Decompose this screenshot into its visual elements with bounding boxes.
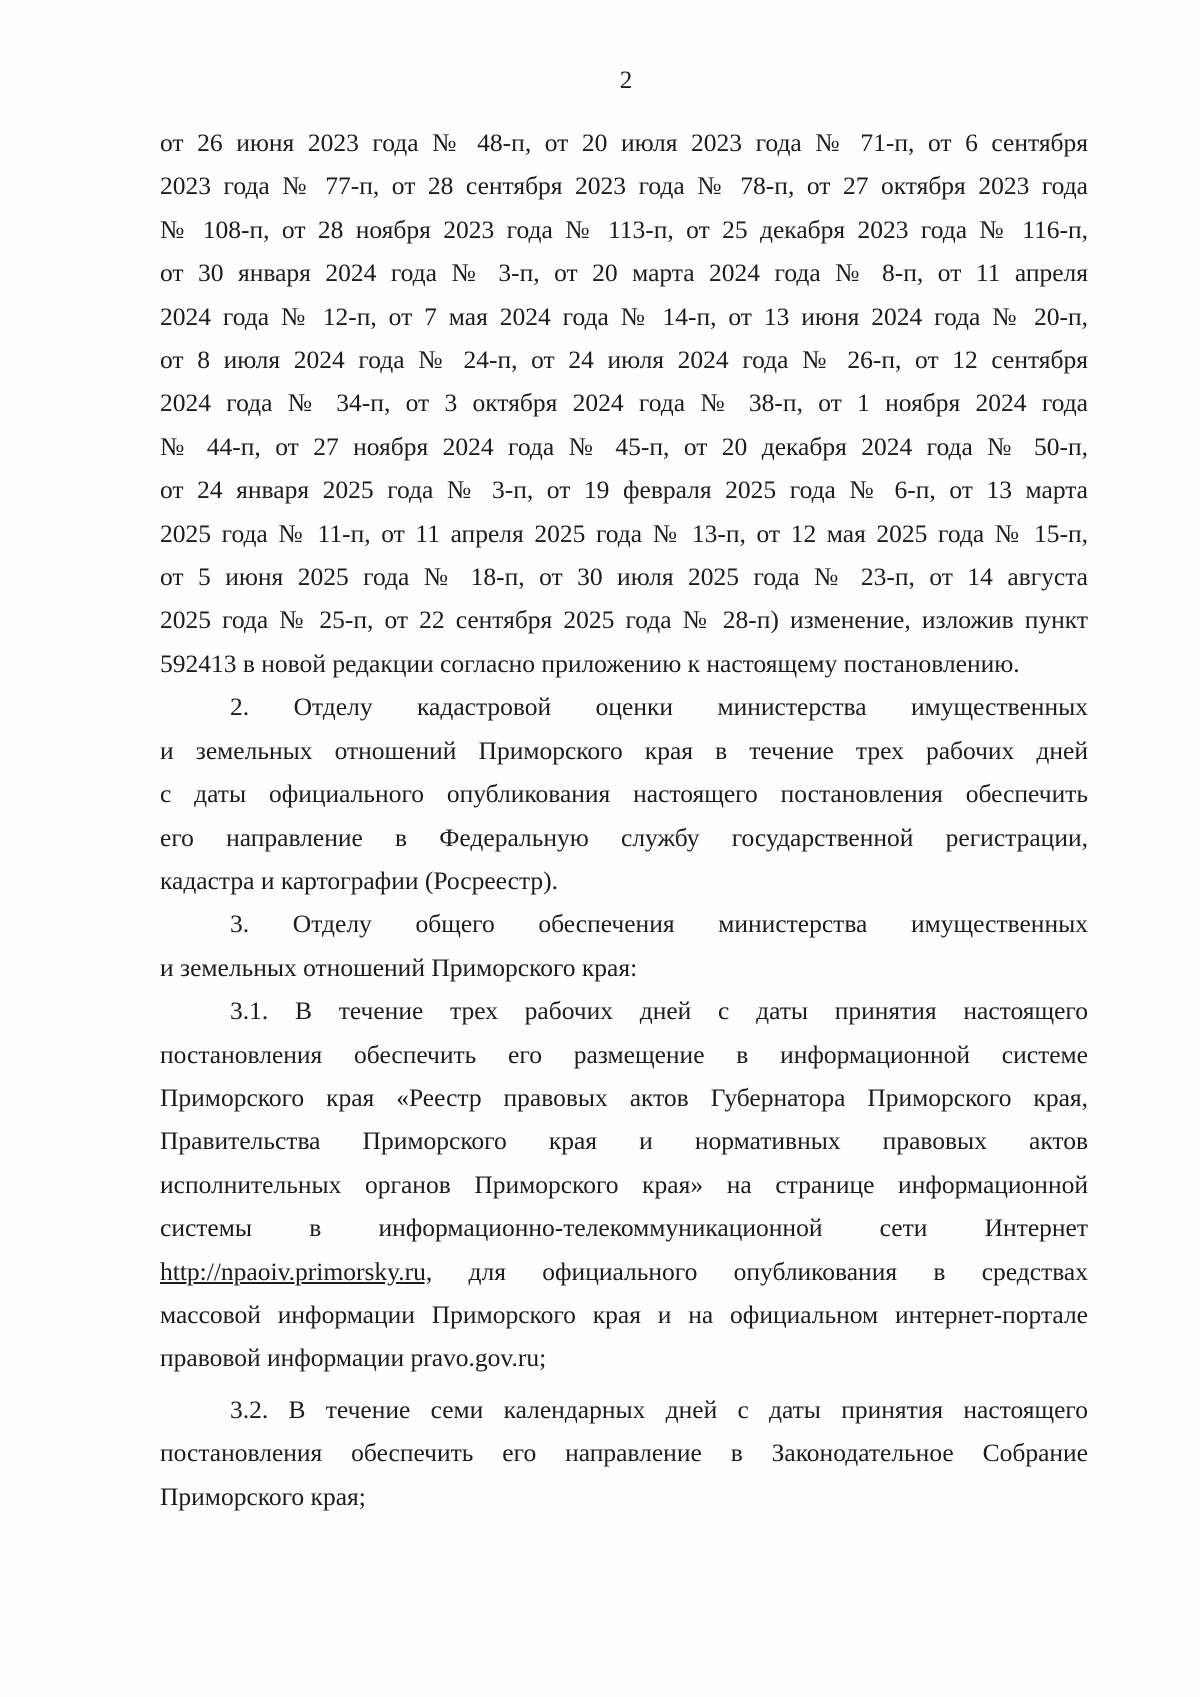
text-line: массовой информации Приморского края и на официальном интернет-портале xyxy=(160,1299,1088,1329)
text-line: постановления обеспечить его направление в Законодательное Собрание xyxy=(160,1438,1088,1468)
text-line: 3. Отделу общего обеспечения министерства имущественных xyxy=(230,909,1088,939)
text-line: и земельных отношений Приморского края: xyxy=(160,952,638,982)
text-line: 2023 года № 77-п, от 28 сентября 2023 года № 78-п, от 27 октября 2023 года xyxy=(160,171,1088,201)
paragraph-item-3-1 xyxy=(160,989,1088,1380)
paragraph-item-3 xyxy=(160,902,1088,989)
text-line: 3.1. В течение трех рабочих дней с даты принятия настоящего xyxy=(230,996,1088,1026)
text-line: 592413 в новой редакции согласно приложению к настоящему постановлению. xyxy=(160,648,1020,678)
text-line: с даты официального опубликования настоящего постановления обеспечить xyxy=(160,779,1088,809)
text-line: 2024 года № 12-п, от 7 мая 2024 года № 14-п, от 13 июня 2024 года № 20-п, xyxy=(160,301,1088,331)
text-line: и земельных отношений Приморского края в течение трех рабочих дней xyxy=(160,735,1088,765)
text-line: правовой информации pravo.gov.ru; xyxy=(160,1343,547,1373)
text-line: от 24 января 2025 года № 3-п, от 19 февраля 2025 года № 6-п, от 13 марта xyxy=(160,475,1088,505)
document-body xyxy=(160,121,1088,1518)
text-line: системы в информационно-телекоммуникационной сети Интернет xyxy=(160,1213,1088,1243)
page-number: 2 xyxy=(619,67,633,94)
text-line: исполнительных органов Приморского края» на странице информационной xyxy=(160,1169,1088,1199)
text-line: постановления обеспечить его размещение в информационной системе xyxy=(160,1039,1088,1069)
text-line: Приморского края; xyxy=(160,1481,366,1511)
text-line: от 30 января 2024 года № 3-п, от 20 марта 2024 года № 8-п, от 11 апреля xyxy=(160,258,1088,288)
text-line: Правительства Приморского края и нормативных правовых актов xyxy=(160,1126,1088,1156)
paragraph-item-3-2 xyxy=(160,1388,1088,1518)
text-line: № 44-п, от 27 ноября 2024 года № 45-п, от 20 декабря 2024 года № 50-п, xyxy=(160,431,1088,461)
paragraph-amendments-list xyxy=(160,121,1088,685)
text-line: 3.2. В течение семи календарных дней с даты принятия настоящего xyxy=(230,1394,1088,1424)
text-line: 2025 года № 11-п, от 11 апреля 2025 года № 13-п, от 12 мая 2025 года № 15-п, xyxy=(160,518,1088,548)
text-line: 2024 года № 34-п, от 3 октября 2024 года № 38-п, от 1 ноября 2024 года xyxy=(160,388,1088,418)
paragraph-item-2 xyxy=(160,685,1088,902)
text-line: его направление в Федеральную службу государственной регистрации, xyxy=(160,822,1088,852)
text-line: № 108-п, от 28 ноября 2023 года № 113-п, от 25 декабря 2023 года № 116-п, xyxy=(160,214,1088,244)
text-line-with-link xyxy=(160,1250,1088,1293)
text-line: от 8 июля 2024 года № 24-п, от 24 июля 2024 года № 26-п, от 12 сентября xyxy=(160,345,1088,375)
text-line: от 5 июня 2025 года № 18-п, от 30 июля 2025 года № 23-п, от 14 августа xyxy=(160,562,1088,592)
text-line: 2. Отделу кадастровой оценки министерства имущественных xyxy=(230,692,1088,722)
link-line-rest: для официального опубликования в средствах xyxy=(468,1256,1088,1286)
registry-link[interactable]: http://npaoiv.primorsky.ru, xyxy=(160,1256,433,1286)
text-line: Приморского края «Реестр правовых актов Губернатора Приморского края, xyxy=(160,1082,1088,1112)
text-line: от 26 июня 2023 года № 48-п, от 20 июля 2023 года № 71-п, от 6 сентября xyxy=(160,128,1088,157)
text-line: 2025 года № 25-п, от 22 сентября 2025 года № 28-п) изменение, изложив пункт xyxy=(160,605,1088,635)
text-line: кадастра и картографии (Росреестр). xyxy=(160,865,559,895)
